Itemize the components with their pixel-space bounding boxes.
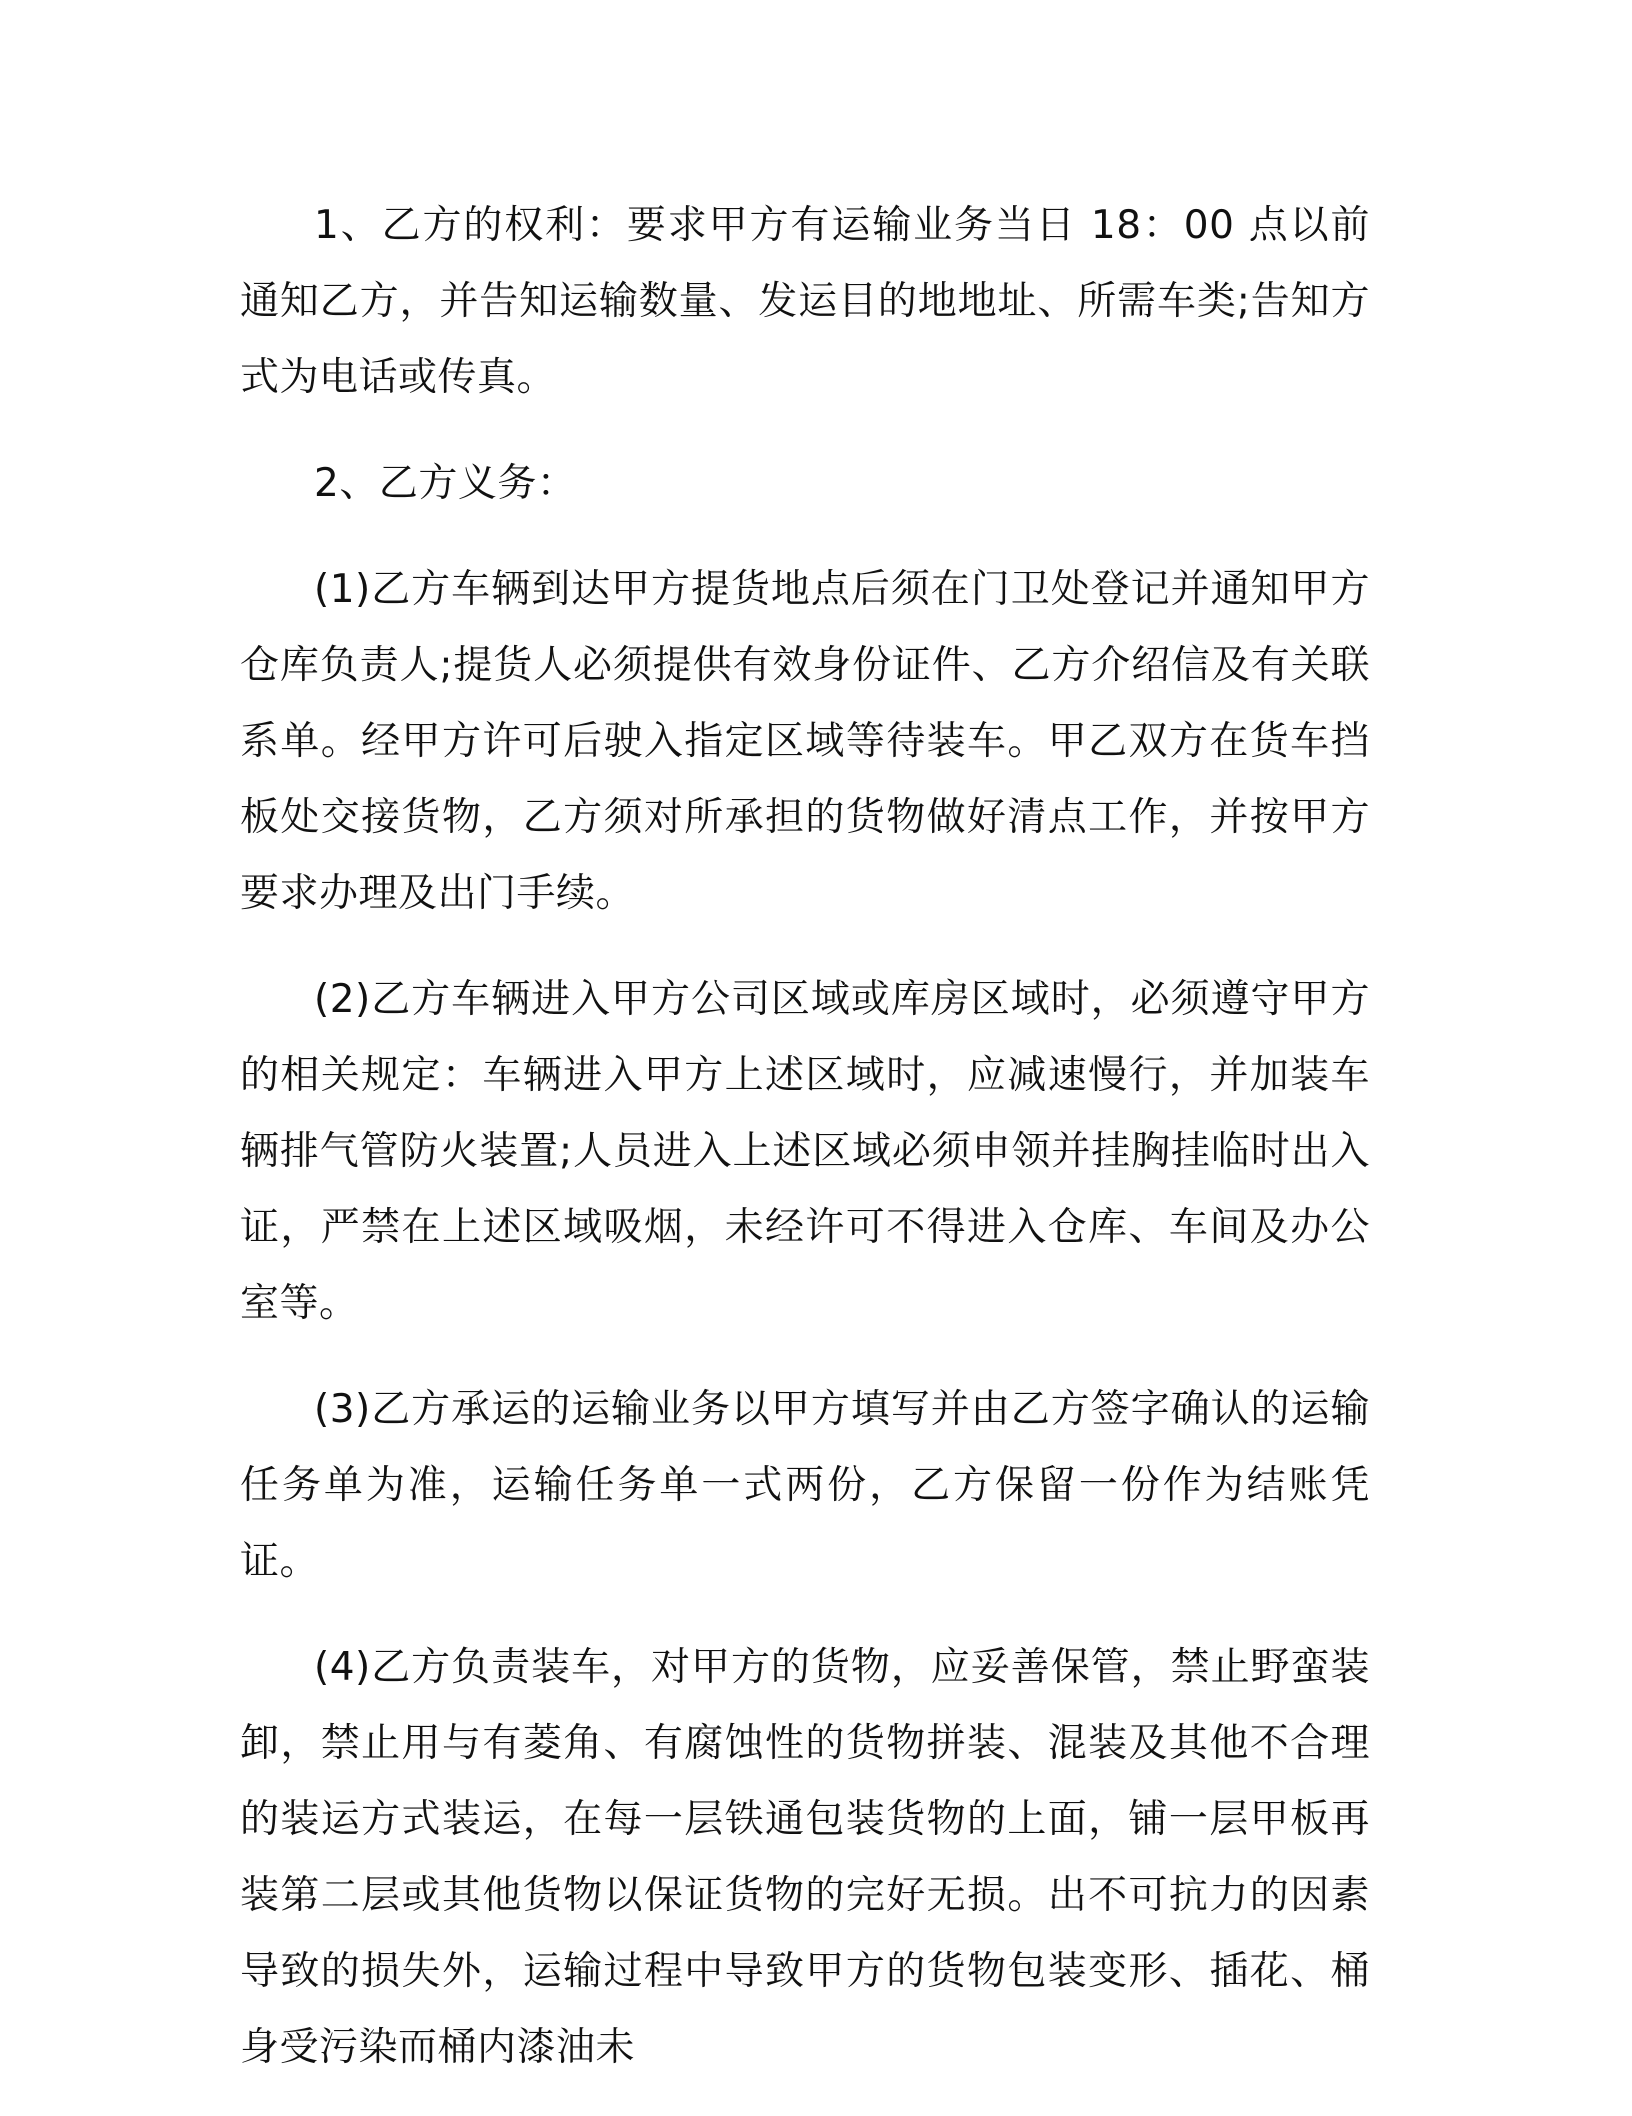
- clause-obligation-3: (3)乙方承运的运输业务以甲方填写并由乙方签字确认的运输任务单为准，运输任务单一式两份，乙方保留一份作为结账凭证。: [240, 1387, 1370, 1584]
- document-body: [240, 188, 1370, 2116]
- clause-obligation-4: (4)乙方负责装车，对甲方的货物，应妥善保管，禁止野蛮装卸，禁止用与有菱角、有腐蚀性的货物拼装、混装及其他不合理的装运方式装运，在每一层铁通包装货物的上面，铺一层甲板再装第二层或其他货物以保证货物的完好无损。出不可抗力的因素导致的损失外，运输过程中导致甲方的货物包装变形、插花、桶身受污染而桶内漆油未: [240, 1645, 1370, 2070]
- clause-obligation-1: (1)乙方车辆到达甲方提货地点后须在门卫处登记并通知甲方仓库负责人;提货人必须提供有效身份证件、乙方介绍信及有关联系单。经甲方许可后驶入指定区域等待装车。甲乙双方在货车挡板处交接货物，乙方须对所承担的货物做好清点工作，并按甲方要求办理及出门手续。: [240, 567, 1370, 916]
- clause-party-b-rights: 1、乙方的权利：要求甲方有运输业务当日 18：00 点以前通知乙方，并告知运输数量、发运目的地地址、所需车类;告知方式为电话或传真。: [240, 203, 1370, 400]
- clause-party-b-obligations-heading: 2、乙方义务：: [314, 461, 577, 506]
- clause-obligation-2: (2)乙方车辆进入甲方公司区域或库房区域时，必须遵守甲方的相关规定：车辆进入甲方上述区域时，应减速慢行，并加装车辆排气管防火装置;人员进入上述区域必须申领并挂胸挂临时出入证，严禁在上述区域吸烟，未经许可不得进入仓库、车间及办公室等。: [240, 977, 1370, 1326]
